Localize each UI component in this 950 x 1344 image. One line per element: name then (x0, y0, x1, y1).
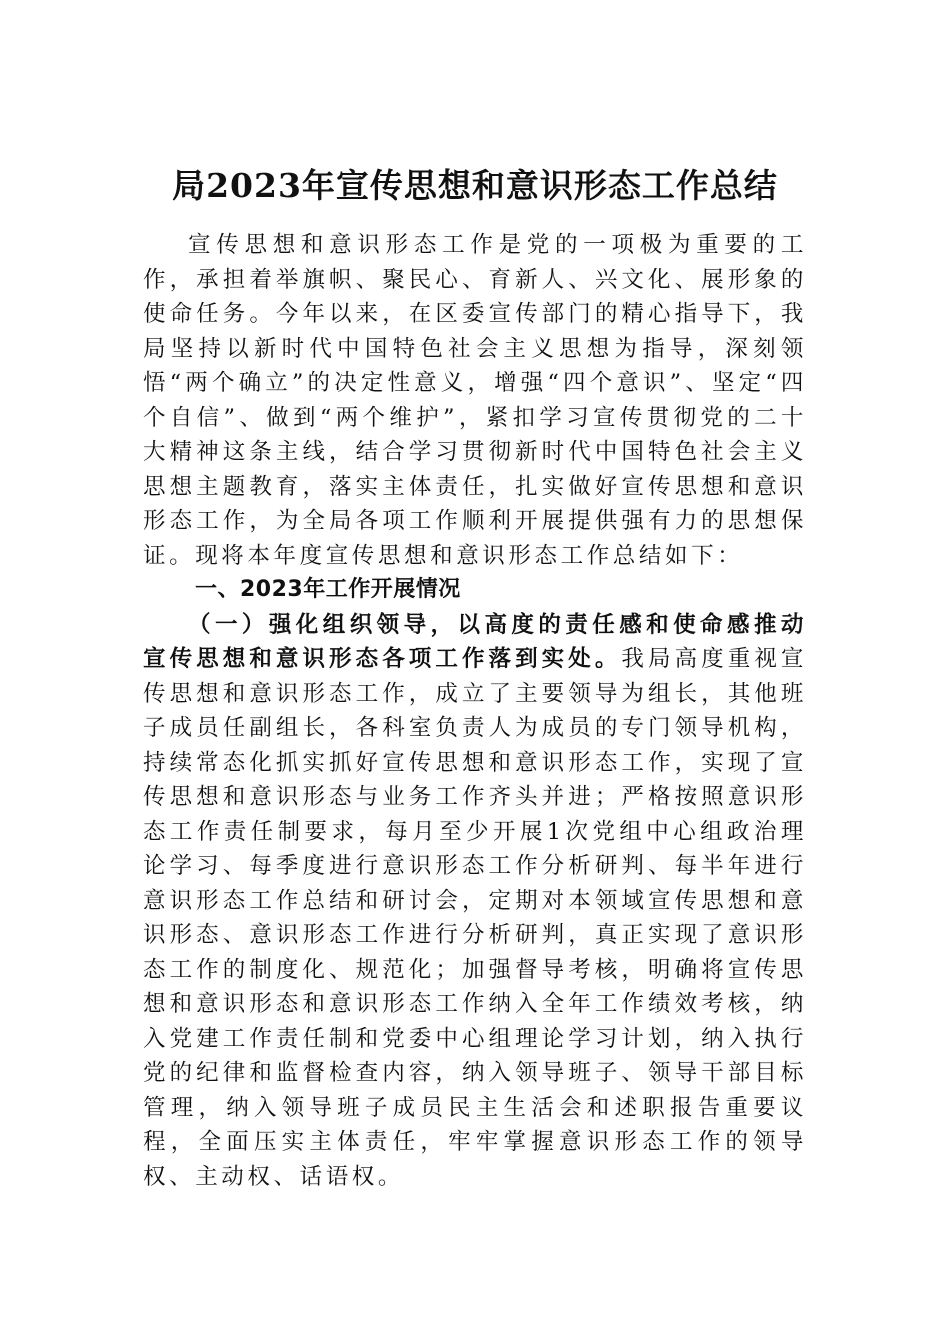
document-title: 局2023年宣传思想和意识形态工作总结 (172, 166, 778, 205)
section-one-heading: 一、2023年工作开展情况 (195, 577, 461, 602)
document-body (143, 228, 807, 1194)
subsection-one-lead: （一）强化组织领导，以高度的责任感和使命感推动宣传思想和意识形态各项工作落到实处。 (143, 611, 807, 672)
subsection-one-body: 我局高度重视宣传思想和意识形态工作，成立了主要领导为组长，其他班子成员任副组长，各科室负责人为成员的专门领导机构，持续常态化抓实抓好宣传思想和意识形态工作，实现了宣传思想和意识形态与业务工作齐头并进；严格按照意识形态工作责任制要求，每月至少开展1次党组中心组政治理论学习、每季度进行意识形态工作分析研判、每半年进行意识形态工作总结和研讨会，定期对本领域宣传思想和意识形态、意识形态工作进行分析研判，真正实现了意识形态工作的制度化、规范化；加强督导考核，明确将宣传思想和意识形态和意识形态工作纳入全年工作绩效考核，纳入党建工作责任制和党委中心组理论学习计划，纳入执行党的纪律和监督检查内容，纳入领导班子、领导干部目标管理，纳入领导班子成员民主生活会和述职报告重要议程，全面压实主体责任，牢牢掌握意识形态工作的领导权、主动权、话语权。 (143, 646, 807, 1190)
subsection-one-paragraph (143, 608, 807, 1195)
intro-paragraph: 宣传思想和意识形态工作是党的一项极为重要的工作，承担着举旗帜、聚民心、育新人、兴文化、展形象的使命任务。今年以来，在区委宣传部门的精心指导下，我局坚持以新时代中国特色社会主义思想为指导，深刻领悟“两个确立”的决定性意义，增强“四个意识”、坚定“四个自信”、做到“两个维护”，紧扣学习宣传贯彻党的二十大精神这条主线，结合学习贯彻新时代中国特色社会主义思想主题教育，落实主体责任，扎实做好宣传思想和意识形态工作，为全局各项工作顺利开展提供强有力的思想保证。现将本年度宣传思想和意识形态工作总结如下： (143, 232, 807, 569)
